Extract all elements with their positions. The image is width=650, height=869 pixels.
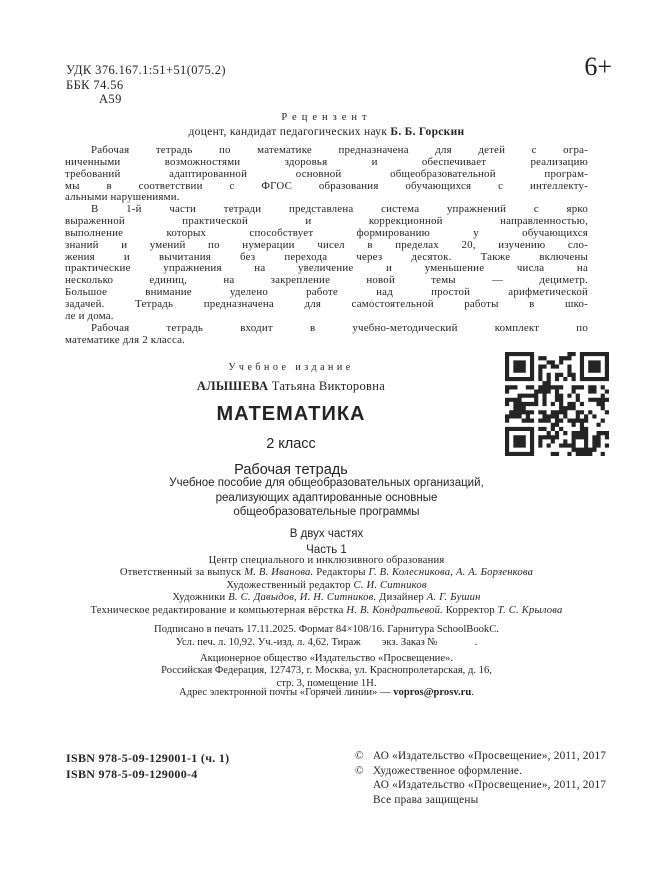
text-line: Техническое редактирование и компьютерная вёрстка Н. В. Кондратьевой. Корректор Т. С. Крылова xyxy=(90,604,563,616)
publisher-address-block xyxy=(65,653,588,690)
text-line: Российская Федерация, 127473, г. Москва, ул. Краснопролетарская, д. 16, xyxy=(161,665,492,677)
parts-note: В двух частях xyxy=(289,527,364,540)
text-line: ISBN 978-5-09-129001-1 (ч. 1) xyxy=(66,751,230,765)
audience-lines xyxy=(65,476,588,520)
text-line: стр. 3, помещение 1Н. xyxy=(276,677,377,689)
credits-block xyxy=(40,555,613,617)
text-line: Усл. печ. л. 10,92. Уч.-изд. л. 4,62. Тираж экз. Заказ № . xyxy=(175,636,478,648)
annotation-paragraph xyxy=(65,145,588,204)
text-line: Рабочая тетрадь входит в учебно-методический комплект по xyxy=(91,321,588,334)
annotation-paragraph xyxy=(65,204,588,322)
text-line: ISBN 978-5-09-129000-4 xyxy=(66,766,198,781)
reviewer-section xyxy=(65,112,588,138)
text-line: В 1-й части тетради представлена система упражнений с ярко xyxy=(91,203,588,216)
text-line: Рабочая тетрадь по математике предназначена для детей с огра- xyxy=(91,144,588,156)
copyright-block xyxy=(355,749,606,807)
text-line: Учебное пособие для общеобразовательных организаций, xyxy=(169,477,484,489)
copyright-line xyxy=(355,778,606,793)
text-line: требований адаптированной основной общеобразовательной програм- xyxy=(65,167,588,180)
text-line: Центр специального и инклюзивного образования xyxy=(208,555,445,566)
text-line: выраженной практической и коррекционной направленностью, xyxy=(65,215,588,228)
copyright-line xyxy=(355,764,606,779)
text-line: общеобразовательные программы xyxy=(233,506,420,519)
classification-codes xyxy=(66,63,226,107)
edition-kind-label: Учебное издание xyxy=(228,362,354,373)
copyright-line xyxy=(355,749,606,764)
annotation-text xyxy=(65,145,588,346)
author-sign-code: А59 xyxy=(99,92,122,106)
udc-code: УДК 376.167.1:51+51(075.2) xyxy=(66,63,226,77)
edition-block xyxy=(65,362,517,478)
age-rating-badge: 6+ xyxy=(584,52,612,81)
text-line: Акционерное общество «Издательство «Просвещение». xyxy=(200,653,453,664)
print-info-block xyxy=(65,624,588,649)
copyright-text: АО «Издательство «Просвещение», 2011, 2017 xyxy=(373,779,607,792)
text-line: Художники В. С. Давыдов, И. Н. Ситников. Дизайнер А. Г. Бушин xyxy=(172,592,481,604)
text-line: практические упражнения на увеличение и уменьшение числа на xyxy=(65,262,588,275)
text-line: жения и вычитания без перехода через десяток. Также включены xyxy=(65,250,588,263)
qr-code xyxy=(505,352,609,456)
reviewer-name-line: доцент, кандидат педагогических наук Б. Б. Горскин xyxy=(188,126,465,138)
book-subtitle: Рабочая тетрадь xyxy=(234,462,348,478)
grade-label: 2 класс xyxy=(266,436,316,452)
book-title: МАТЕМАТИКА xyxy=(216,403,366,425)
copyright-text: Все права защищены xyxy=(373,793,479,806)
text-line: несколько единиц, на закрепление новой темы — дециметр. xyxy=(65,274,588,287)
isbn-block xyxy=(66,751,229,782)
text-line: Большое внимание уделено работе над простой арифметической xyxy=(65,286,588,299)
text-line: Ответственный за выпуск М. В. Иванова. Редакторы Г. В. Колесникова, А. А. Борзенкова xyxy=(119,567,534,579)
annotation-paragraph xyxy=(65,323,588,347)
copyright-text: АО «Издательство «Просвещение», 2011, 2017 xyxy=(373,750,607,762)
text-line: задачей. Тетрадь предназначена для самостоятельной работы в шко- xyxy=(65,297,588,310)
copyright-text: Художественное оформление. xyxy=(373,764,523,777)
text-line: выполнение которых способствует формированию у обучающихся xyxy=(65,226,588,239)
text-line: мы в соответствии с ФГОС образования обучающихся с интеллекту- xyxy=(65,179,588,192)
text-line: Художественный редактор С. И. Ситников xyxy=(226,579,427,591)
text-line: ниченными возможностями здоровья и обеспечивает реализацию xyxy=(65,155,588,168)
text-line: альными нарушениями. xyxy=(65,191,180,204)
text-line: ле и дома. xyxy=(65,309,114,322)
copyright-line xyxy=(355,793,606,808)
part-number: Часть 1 xyxy=(306,544,347,557)
text-line: математике для 2 класса. xyxy=(65,333,186,346)
text-line: знаний и умений по нумерации чисел в пределах 20, изучению сло- xyxy=(65,238,588,251)
text-line: Подписано в печать 17.11.2025. Формат 84×108/16. Гарнитура SchoolBookC. xyxy=(154,624,499,635)
copyright-symbol: © xyxy=(355,750,364,762)
copyright-symbol: © xyxy=(355,764,364,777)
author-name: АЛЫШЕВА Татьяна Викторовна xyxy=(196,379,386,393)
bbk-code: ББК 74.56 xyxy=(66,77,124,92)
hotline-email-line: Адрес электронной почты «Горячей линии» — vopros@prosv.ru. xyxy=(179,687,474,698)
text-line: реализующих адаптированные основные xyxy=(215,491,438,504)
audience-block xyxy=(65,476,588,558)
reviewer-heading: Рецензент xyxy=(281,112,372,123)
